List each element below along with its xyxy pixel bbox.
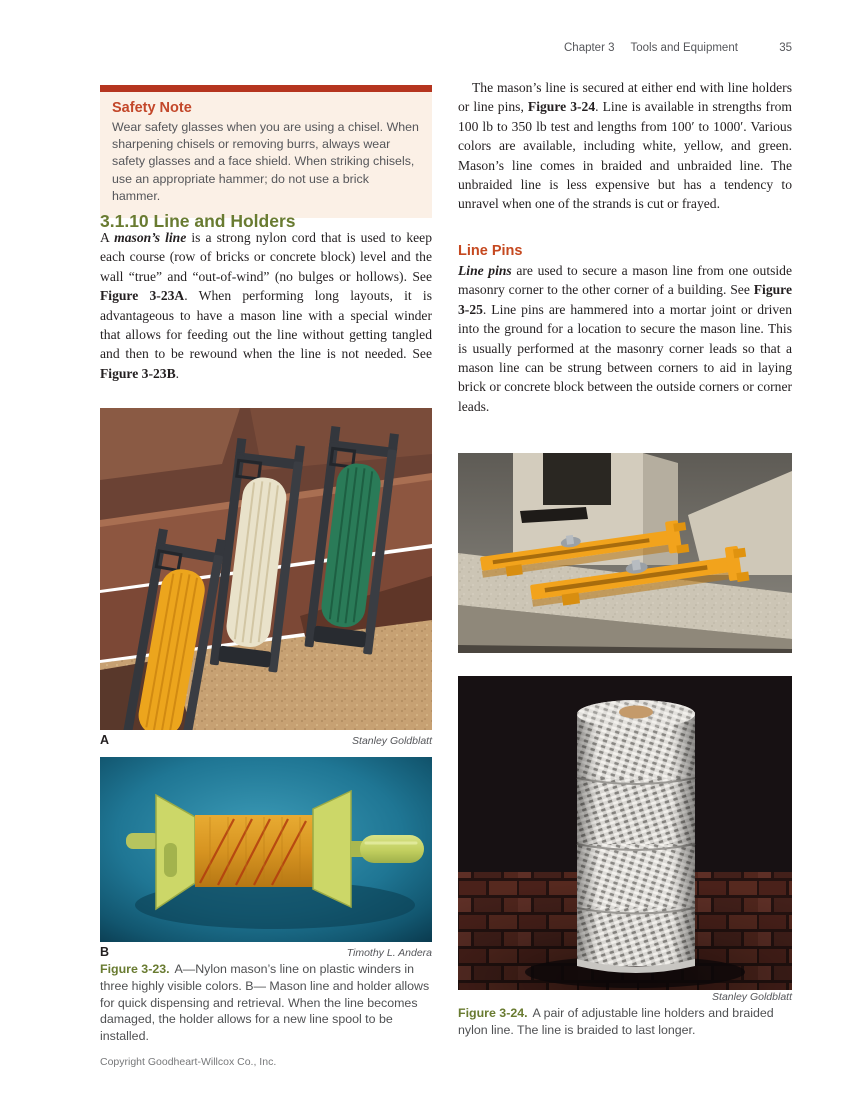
figure-3-23-caption — [100, 961, 432, 1045]
safety-note-body: Wear safety glasses when you are using a chisel. When sharpening chisels or removing burrs, always wear safety glasses and a face shield. When striking chisels, use an appropriate hammer; do not use a brick hammer. — [112, 120, 419, 203]
para-text-2: . When performing long layouts, it is advantageous to have a mason line with a special winder that allows for feeding out the line without getting tangled and then to be rewound when the line is not needed. See — [100, 288, 432, 362]
chapter-title: Tools and Equipment — [630, 42, 738, 54]
figure-ref-3-25: Figure 3-25 — [458, 282, 792, 317]
para-text-3: . — [175, 365, 180, 381]
section-paragraph — [100, 228, 432, 383]
chapter-label: Chapter 3 — [564, 42, 615, 54]
figure-ref-3-24: Figure 3-24 — [527, 99, 596, 115]
figure-3-23-caption-label: Figure 3-23. — [100, 962, 170, 976]
copyright-footer: Copyright Goodheart-Willcox Co., Inc. — [100, 1056, 277, 1068]
line-pins-heading: Line Pins — [458, 243, 523, 259]
para-text-1: is a strong nylon cord that is used to keep each course (row of bricks or concrete block) level and the wall “true” and “out-of-wind” (no bulges or hollows). See — [100, 230, 433, 284]
line-pins-text-1: are used to secure a mason line from one outside masonry corner to the other corner of a building. See — [458, 263, 793, 298]
figure-ref-3-23b: Figure 3-23B — [100, 365, 176, 381]
figure-3-23a-credit: Stanley Goldblatt — [352, 735, 432, 747]
figure-3-23b-photo — [100, 757, 432, 942]
figure-3-23b-label: B — [100, 945, 110, 959]
figure-3-24-caption-text: A pair of adjustable line holders and braided nylon line. The line is braided to last longer. — [458, 1006, 774, 1037]
figure-3-23-caption-text: A—Nylon mason’s line on plastic winders in three highly visible colors. B— Mason line and holder allows for quick dispensing and retrieval. When the line becomes damaged, the holder allows for a new line spool to be installed. — [100, 962, 430, 1044]
line-pins-text-2: . Line pins are hammered into a mortar joint or driven into the ground for a location to secure the mason line. This is usually performed at the masonry corner leads so that a mason line can be strung between corners to aid in laying brick or concrete block between the outside corners or corner leads. — [458, 301, 792, 414]
para-lead: A — [100, 230, 115, 245]
figure-3-24-braided-line-photo — [458, 676, 792, 990]
figure-3-24-credit: Stanley Goldblatt — [712, 991, 792, 1003]
line-pins-paragraph — [458, 261, 792, 416]
figure-3-23b-credit: Timothy L. Andera — [346, 947, 432, 959]
section-heading-3-1-10: 3.1.10 Line and Holders — [100, 211, 296, 231]
figure-3-23b-meta — [100, 945, 432, 959]
term-masons-line: mason’s line — [114, 230, 187, 245]
safety-note-box — [100, 85, 432, 218]
figure-3-23a-meta — [100, 733, 432, 747]
intro-text-1: The mason’s line is secured at either end with line holders or line pins, — [458, 80, 792, 115]
figure-3-24-caption — [458, 1005, 792, 1039]
intro-text-2: . Line is available in strengths from 100 lb to 350 lb test and lengths from 100′ to 1000′. Various colors are available, including white, yellow, and green. Mason’s line comes in braided and unbraided line. The unbraided line is less expensive but has a tendency to unravel when one of the strands is cut or frayed. — [458, 99, 792, 212]
figure-3-23a-photo — [100, 408, 432, 730]
term-line-pins: Line pins — [458, 263, 512, 278]
figure-ref-3-23a: Figure 3-23A — [100, 288, 185, 304]
intro-paragraph — [458, 78, 792, 214]
page-number: 35 — [779, 42, 792, 54]
figure-3-24-caption-label: Figure 3-24. — [458, 1006, 528, 1020]
figure-3-23a-label: A — [100, 733, 110, 747]
figure-3-24-holders-photo — [458, 453, 792, 653]
safety-note-title: Safety Note — [112, 100, 192, 116]
running-header — [458, 42, 792, 54]
safety-note-accent-bar — [100, 85, 432, 92]
